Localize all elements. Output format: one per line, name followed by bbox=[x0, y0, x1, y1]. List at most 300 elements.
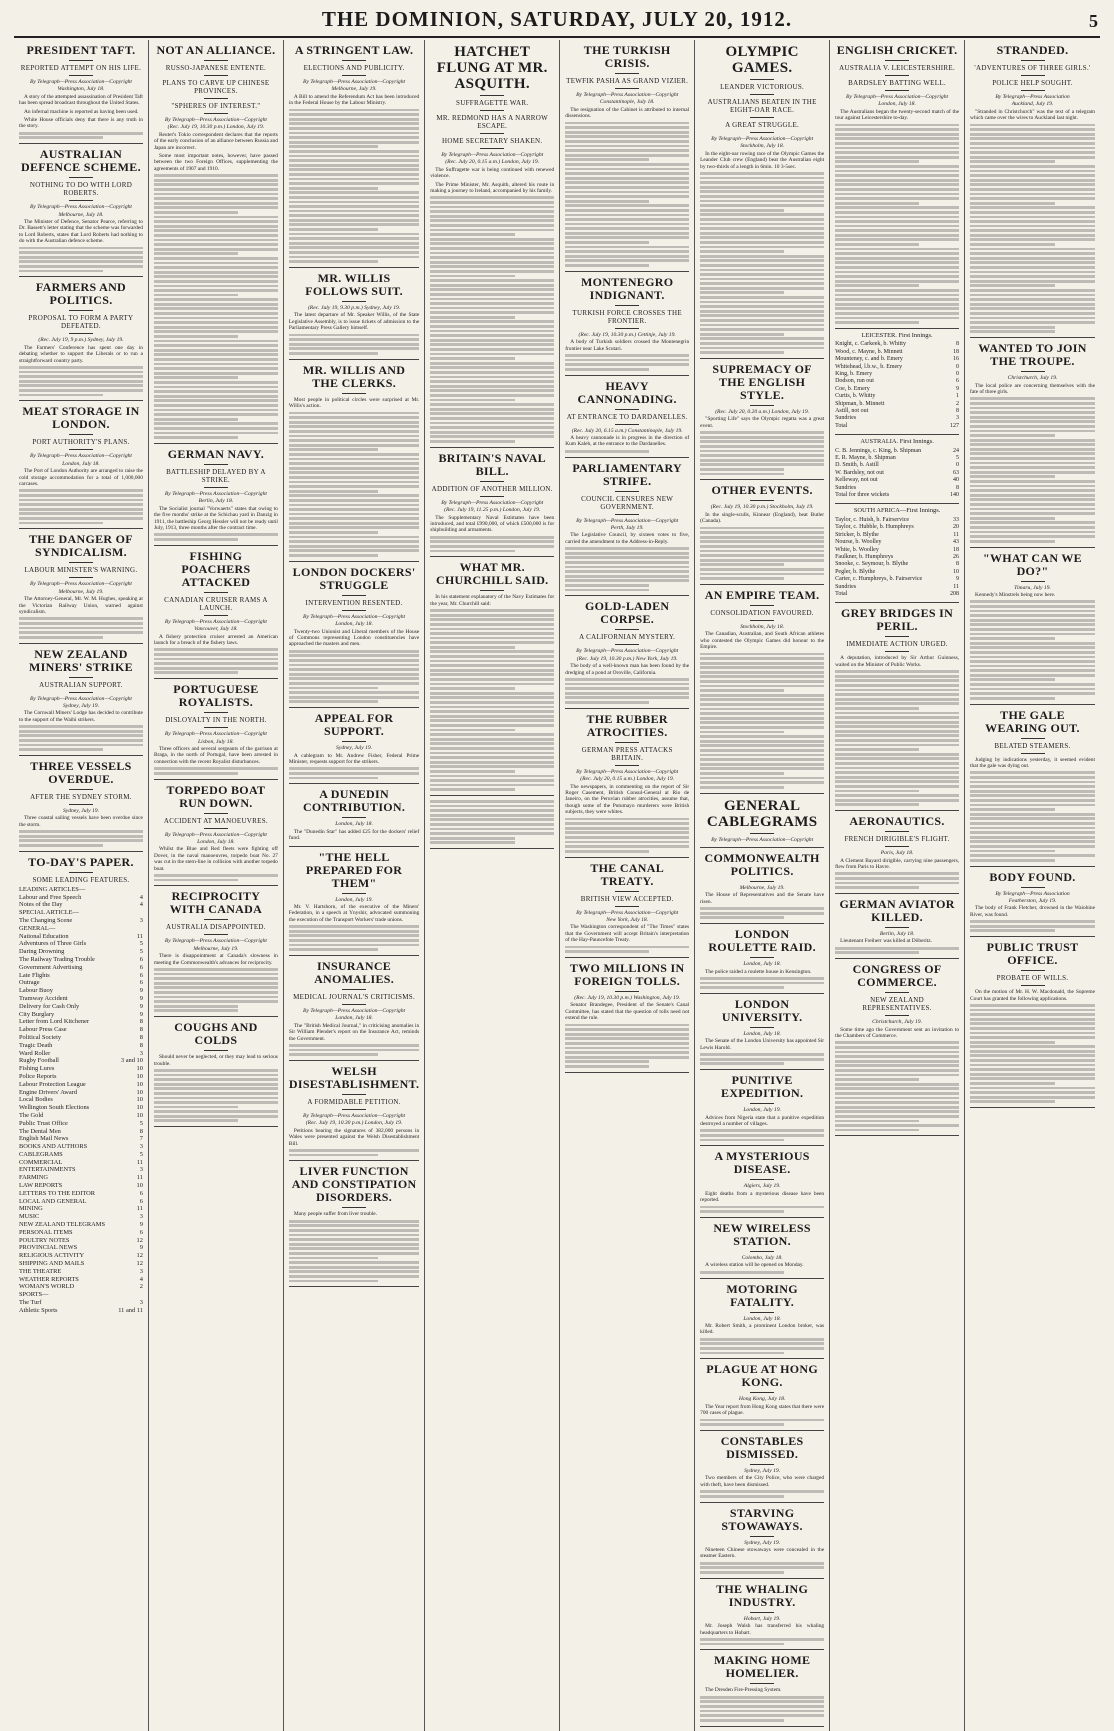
text-line bbox=[700, 273, 824, 276]
article bbox=[565, 713, 689, 858]
article-body bbox=[565, 924, 689, 943]
article-credit: By Telegraph—Press Association—Copyright bbox=[164, 831, 267, 838]
batsman-runs: 9 bbox=[956, 385, 960, 392]
article-text-block bbox=[565, 547, 689, 591]
article-rule bbox=[835, 434, 959, 435]
article bbox=[565, 600, 689, 708]
text-line bbox=[430, 715, 554, 718]
text-line bbox=[430, 646, 514, 649]
article-headline: THE DANGER OF SYNDICALISM. bbox=[29, 532, 133, 560]
text-line bbox=[835, 877, 959, 880]
index-item-label: Labour Protection League bbox=[19, 1080, 86, 1088]
text-line bbox=[970, 503, 1095, 506]
scorecard-row bbox=[835, 584, 959, 591]
batsman-name: Shipman, b. Minnett bbox=[835, 400, 885, 407]
headline-dash bbox=[750, 1312, 774, 1313]
article-text-block bbox=[565, 678, 689, 704]
text-line bbox=[565, 246, 689, 249]
text-line bbox=[289, 256, 419, 259]
article-dateline: Melbourne, July 19. bbox=[193, 945, 239, 952]
article-body bbox=[430, 167, 554, 195]
article bbox=[700, 484, 824, 585]
text-line bbox=[154, 220, 278, 223]
article bbox=[19, 648, 143, 756]
article-rule bbox=[700, 793, 824, 794]
scorecard-row bbox=[835, 554, 959, 561]
article-headline: GERMAN NAVY. bbox=[167, 446, 265, 461]
index-item-page: 8 bbox=[139, 1026, 143, 1034]
index-item-label: CABLEGRAMS bbox=[19, 1150, 63, 1158]
text-line bbox=[19, 730, 143, 733]
article-body bbox=[700, 1262, 824, 1268]
article-body bbox=[289, 1023, 419, 1042]
text-line bbox=[835, 193, 959, 196]
text-line bbox=[565, 831, 689, 834]
article-rule bbox=[154, 443, 278, 444]
article-paragraph: In the single-sculls, Kinnear (England), beat Butler (Canada). bbox=[700, 511, 825, 525]
article-subhead: BATTLESHIP DELAYED BY A STRIKE. bbox=[166, 467, 266, 484]
text-line bbox=[154, 349, 278, 352]
article-headline: TWO MILLIONS IN FOREIGN TOLLS. bbox=[569, 961, 685, 989]
headline-dash bbox=[750, 1683, 774, 1684]
article-paragraph: Eight deaths from a mysterious disease have been reported. bbox=[700, 1190, 825, 1204]
index-item bbox=[19, 1205, 143, 1213]
text-line bbox=[970, 859, 1055, 862]
article-paragraph: A wireless station will be opened on Monday. bbox=[705, 1262, 804, 1269]
text-line bbox=[700, 731, 784, 734]
article-credit: By Telegraph—Press Association—Copyright bbox=[303, 1008, 406, 1014]
index-item-page: 3 bbox=[139, 916, 143, 924]
article-text-block bbox=[700, 977, 824, 989]
index-item-label: The Turf bbox=[19, 1299, 42, 1307]
text-line bbox=[430, 545, 554, 548]
article-dateline: (Rec. July 19, 9 p.m.) Sydney, July 19. bbox=[38, 337, 124, 344]
article-subhead: BRITISH VIEW ACCEPTED. bbox=[580, 894, 674, 903]
text-line bbox=[970, 434, 1055, 437]
text-line bbox=[970, 197, 1095, 200]
text-line bbox=[430, 678, 554, 681]
text-line bbox=[835, 156, 959, 159]
text-line bbox=[289, 1234, 419, 1237]
index-item-page: 9 bbox=[139, 1002, 143, 1010]
text-line bbox=[970, 485, 1095, 488]
article bbox=[565, 862, 689, 958]
article-subhead: GERMAN PRESS ATTACKS BRITAIN. bbox=[581, 745, 673, 762]
text-line bbox=[289, 338, 419, 341]
text-line bbox=[565, 552, 689, 555]
headline-dash bbox=[750, 500, 774, 501]
text-line bbox=[700, 255, 824, 258]
index-item-label: SHIPPING AND MAILS bbox=[19, 1260, 85, 1268]
headline-dash bbox=[69, 60, 93, 61]
headline-dash bbox=[342, 989, 366, 990]
article-headline: GREY BRIDGES IN PERIL. bbox=[841, 606, 954, 634]
index-item-label: Delivery for Cash Only bbox=[19, 1002, 80, 1010]
text-line bbox=[289, 772, 419, 775]
text-line bbox=[19, 136, 103, 139]
text-line bbox=[289, 187, 378, 190]
headline-dash bbox=[342, 393, 366, 394]
text-line bbox=[565, 359, 689, 362]
article-body bbox=[154, 634, 278, 647]
text-line bbox=[289, 1044, 419, 1047]
article-text-block bbox=[430, 800, 554, 844]
text-line bbox=[430, 692, 554, 695]
text-line bbox=[289, 210, 419, 213]
text-line bbox=[19, 256, 143, 259]
article-paragraph: Three officers and several sergeants of the garrison at Braga, in the north of Portugal, have been arrested in connection with the recent Royalist disturbances. bbox=[153, 745, 278, 765]
text-line bbox=[430, 353, 554, 356]
text-line bbox=[970, 817, 1095, 820]
text-line bbox=[430, 738, 554, 741]
text-line bbox=[835, 1110, 959, 1113]
article-dateline: Berlin, July 18. bbox=[879, 930, 915, 937]
article-body bbox=[19, 710, 143, 723]
index-item bbox=[19, 1042, 143, 1050]
text-line bbox=[565, 177, 689, 180]
article-rule bbox=[289, 846, 419, 847]
text-line bbox=[700, 912, 824, 915]
text-line bbox=[430, 655, 554, 658]
index-item-page: 10 bbox=[136, 1111, 143, 1119]
text-line bbox=[430, 210, 554, 213]
text-line bbox=[430, 380, 554, 383]
text-line bbox=[430, 426, 554, 429]
index-item-label: LETTERS TO THE EDITOR bbox=[19, 1189, 96, 1197]
text-line bbox=[289, 939, 419, 942]
scorecard-row bbox=[835, 455, 959, 462]
text-line bbox=[565, 692, 689, 695]
text-line bbox=[289, 168, 419, 171]
text-line bbox=[970, 1077, 1095, 1080]
text-line bbox=[970, 1082, 1055, 1085]
text-line bbox=[700, 749, 824, 752]
text-line bbox=[970, 147, 1095, 150]
article-headline: NEW WIRELESS STATION. bbox=[713, 1220, 811, 1248]
text-line bbox=[700, 337, 824, 340]
headline-dash bbox=[750, 1464, 774, 1465]
text-line bbox=[970, 1073, 1095, 1076]
text-line bbox=[700, 328, 824, 331]
text-line bbox=[19, 835, 143, 838]
text-line bbox=[154, 390, 278, 393]
text-line bbox=[430, 733, 554, 736]
index-item bbox=[19, 1283, 143, 1291]
text-line bbox=[835, 1060, 959, 1063]
text-line bbox=[154, 197, 278, 200]
article-paragraph: The police raided a roulette house in Kensington. bbox=[705, 968, 812, 975]
text-line bbox=[154, 340, 278, 343]
text-line bbox=[835, 689, 959, 692]
text-line bbox=[430, 252, 554, 255]
index-item-label: English Mail News bbox=[19, 1135, 69, 1143]
article-dateline: (Rec. July 19, 10.30 p.m.) Stockholm, July 19. bbox=[710, 504, 814, 511]
text-line bbox=[19, 744, 143, 747]
text-line bbox=[430, 357, 514, 360]
article-headline: OTHER EVENTS. bbox=[711, 483, 813, 498]
article-rule bbox=[700, 1145, 824, 1146]
article-dateline: (Rec. July 19, 10.30 p.m.) Washington, July 19. bbox=[574, 995, 681, 1002]
text-line bbox=[565, 687, 689, 690]
text-line bbox=[154, 1087, 278, 1090]
index-item-label: WOMAN'S WORLD bbox=[19, 1283, 75, 1291]
index-item bbox=[19, 1112, 143, 1120]
text-line bbox=[970, 1018, 1095, 1021]
article-headline: NEW ZEALAND MINERS' STRIKE bbox=[29, 646, 133, 674]
text-line bbox=[154, 285, 278, 288]
article-headline: AN EMPIRE TEAM. bbox=[704, 587, 820, 602]
text-line bbox=[835, 275, 959, 278]
article-text-block bbox=[700, 1419, 824, 1426]
article-dateline: (Rec. July 19, 9.30 p.m.) Sydney, July 19. bbox=[307, 305, 401, 312]
article bbox=[19, 148, 143, 277]
headline-dash bbox=[1021, 970, 1045, 971]
article-rule bbox=[700, 993, 824, 994]
article-rule bbox=[565, 957, 689, 958]
text-line bbox=[835, 725, 959, 728]
text-line bbox=[700, 190, 824, 193]
article-credit: By Telegraph—Press Association—Copyright bbox=[303, 613, 406, 620]
index-item bbox=[19, 1151, 143, 1159]
article-dateline: Christchurch, July 19. bbox=[1007, 375, 1058, 382]
text-line bbox=[154, 667, 278, 670]
article-rule bbox=[700, 358, 824, 359]
text-line bbox=[700, 531, 824, 534]
article-headline: LIVER FUNCTION AND CONSTIPATION DISORDERS. bbox=[291, 1164, 417, 1205]
article-text-block bbox=[154, 174, 278, 439]
text-line bbox=[700, 1700, 824, 1703]
article-subhead: BARDSLEY BATTING WELL. bbox=[848, 79, 946, 87]
text-line bbox=[565, 140, 689, 143]
batsman-runs: 40 bbox=[953, 477, 960, 484]
text-line bbox=[700, 698, 824, 701]
text-line bbox=[700, 717, 824, 720]
index-item-page: 8 bbox=[139, 1018, 143, 1026]
headline-dash bbox=[885, 60, 909, 61]
text-line bbox=[289, 1238, 419, 1241]
text-line bbox=[430, 320, 554, 323]
text-line bbox=[289, 531, 378, 534]
article-dateline: Stockholm, July 18. bbox=[740, 143, 785, 150]
text-line bbox=[289, 242, 419, 245]
batsman-name: Pegler, b. Blythe bbox=[835, 568, 876, 575]
headline-dash bbox=[342, 817, 366, 818]
text-line bbox=[565, 570, 689, 573]
headline-dash bbox=[615, 629, 639, 630]
text-line bbox=[289, 471, 419, 474]
batsman-runs: 43 bbox=[953, 539, 960, 546]
article bbox=[289, 1065, 419, 1161]
text-line bbox=[289, 233, 419, 236]
subhead-dash bbox=[1021, 75, 1045, 76]
text-line bbox=[430, 788, 514, 791]
batsman-runs: 140 bbox=[950, 492, 960, 499]
article-rule bbox=[970, 866, 1095, 867]
text-line bbox=[970, 794, 1095, 797]
text-line bbox=[835, 147, 959, 150]
text-line bbox=[700, 1710, 824, 1713]
headline-dash bbox=[69, 310, 93, 311]
text-line bbox=[565, 223, 689, 226]
text-line bbox=[154, 1119, 238, 1122]
text-line bbox=[970, 920, 1095, 923]
text-line bbox=[430, 747, 554, 750]
article-subhead: INTERVENTION RESENTED. bbox=[305, 598, 403, 607]
text-line bbox=[970, 854, 1095, 857]
article-headline: A STRINGENT LAW. bbox=[294, 43, 414, 57]
index-item-label: Tragic Death bbox=[19, 1041, 53, 1049]
text-line bbox=[700, 1566, 824, 1569]
batsman-runs: 16 bbox=[953, 356, 960, 363]
scorecard-row bbox=[835, 408, 959, 415]
text-line bbox=[835, 730, 959, 733]
text-line bbox=[970, 457, 1095, 460]
article bbox=[700, 1435, 824, 1503]
text-line bbox=[700, 907, 824, 910]
text-line bbox=[289, 696, 419, 699]
text-line bbox=[289, 517, 419, 520]
headline-dash bbox=[342, 1094, 366, 1095]
text-line bbox=[154, 298, 278, 301]
index-item-label: PROVINCIAL NEWS bbox=[19, 1244, 78, 1252]
article-paragraph: Nineteen Chinese stowaways were concealed in the steamer Eastern. bbox=[700, 1546, 825, 1560]
headline-dash bbox=[750, 605, 774, 606]
text-line bbox=[289, 508, 419, 511]
article-paragraph: Some time ago the Government sent an invitation to the Chambers of Commerce. bbox=[835, 1026, 960, 1039]
article-body bbox=[700, 512, 824, 525]
text-line bbox=[970, 646, 1095, 649]
column-4 bbox=[425, 40, 560, 1731]
text-line bbox=[700, 754, 824, 757]
article bbox=[289, 44, 419, 268]
headline-dash bbox=[204, 919, 228, 920]
text-line bbox=[154, 202, 278, 205]
index-item-label: RELIGIOUS ACTIVITY bbox=[19, 1252, 85, 1260]
article-text-block bbox=[430, 196, 554, 442]
article-paragraph: Senator Brandegee, President of the Senate's Canal Committee, has stated that the question of tolls need not extend the rule. bbox=[565, 1002, 690, 1022]
text-line bbox=[19, 380, 143, 383]
article-body bbox=[289, 1128, 419, 1147]
index-item-page: 10 bbox=[136, 1088, 143, 1096]
article-subhead: AUSTRALIANS BEATEN IN THE EIGHT-OAR RACE. bbox=[707, 98, 817, 114]
text-line bbox=[970, 160, 1055, 163]
headline-dash bbox=[615, 491, 639, 492]
article-body bbox=[565, 339, 689, 352]
text-line bbox=[970, 443, 1095, 446]
subhead-dash bbox=[69, 333, 93, 334]
text-line bbox=[565, 1037, 689, 1040]
index-item-label: GENERAL— bbox=[19, 924, 56, 932]
article-headline: A DUNEDIN CONTRIBUTION. bbox=[302, 787, 406, 815]
article-paragraph: Whilst the Blue and Red fleets were fighting off Dover, in the naval manoeuvres, torpedo boat No. 27 was cut in the stern-line in collision with another torpedo boat. bbox=[153, 846, 278, 872]
headline-dash bbox=[480, 95, 504, 96]
article-rule bbox=[970, 337, 1095, 338]
article-dateline: New York, July 18. bbox=[606, 917, 649, 923]
article-rule bbox=[154, 678, 278, 679]
text-line bbox=[700, 431, 824, 434]
text-line bbox=[565, 241, 649, 244]
article-dateline: Vancouver, July 18. bbox=[194, 626, 238, 633]
article-body bbox=[700, 1475, 824, 1488]
text-line bbox=[565, 950, 649, 953]
article-subhead: DISLOYALTY IN THE NORTH. bbox=[165, 716, 267, 725]
article-paragraph: The Attorney-General, Mr. W. M. Hughes, speaking at the Victorian Railway Union, warned against syndicalism. bbox=[19, 596, 143, 616]
text-line bbox=[154, 1106, 238, 1109]
text-line bbox=[970, 452, 1095, 455]
batsman-name: Dodson, run out bbox=[835, 378, 874, 385]
text-line bbox=[835, 252, 959, 255]
article-dateline: London, July 18. bbox=[743, 1030, 781, 1037]
text-line bbox=[430, 770, 514, 773]
batsman-name: Coe, b. Emery bbox=[835, 385, 870, 392]
article-rule bbox=[700, 1278, 824, 1279]
text-line bbox=[289, 343, 419, 346]
batsman-name: King, b. Emery bbox=[835, 370, 873, 377]
text-line bbox=[19, 489, 143, 492]
text-line bbox=[289, 458, 419, 461]
index-item-label: SPECIAL ARTICLE— bbox=[19, 909, 79, 917]
columns bbox=[14, 40, 1100, 1694]
index-item-page: 6 bbox=[139, 955, 143, 963]
article-headline: OLYMPIC GAMES. bbox=[725, 44, 799, 76]
text-line bbox=[970, 307, 1095, 310]
text-line bbox=[430, 761, 554, 764]
article-headline: HATCHET FLUNG AT MR. ASQUITH. bbox=[436, 44, 548, 92]
text-line bbox=[970, 193, 1095, 196]
text-line bbox=[835, 294, 959, 297]
index-item-label: Late Flights bbox=[19, 971, 50, 979]
text-line bbox=[700, 181, 824, 184]
text-line bbox=[970, 220, 1095, 223]
text-line bbox=[970, 206, 1095, 209]
subhead-dash bbox=[69, 804, 93, 805]
batsman-runs: 2 bbox=[956, 400, 960, 407]
index-item-page: 11 bbox=[136, 932, 143, 940]
article-text-block bbox=[430, 609, 554, 791]
text-line bbox=[565, 195, 689, 198]
article-body bbox=[154, 746, 278, 765]
headline-dash bbox=[204, 464, 228, 465]
index-item-page: 10 bbox=[136, 1096, 143, 1104]
article-rule bbox=[700, 1069, 824, 1070]
text-line bbox=[289, 925, 419, 928]
text-line bbox=[970, 610, 1095, 613]
text-line bbox=[700, 657, 824, 660]
text-line bbox=[835, 1083, 959, 1086]
text-line bbox=[970, 660, 1095, 663]
article-dateline: Melbourne, July 18. bbox=[58, 211, 104, 218]
text-line bbox=[835, 721, 959, 724]
headline-dash bbox=[750, 1179, 774, 1180]
text-line bbox=[430, 618, 554, 621]
article-rule bbox=[835, 602, 959, 603]
text-line bbox=[430, 623, 554, 626]
text-line bbox=[970, 508, 1095, 511]
article-text-block bbox=[835, 670, 959, 806]
article-subhead: TURKISH FORCE CROSSES THE FRONTIER. bbox=[572, 308, 682, 325]
text-line bbox=[289, 219, 419, 222]
scorecard-row bbox=[835, 547, 959, 554]
subhead-dash bbox=[480, 496, 504, 497]
article-subhead: MEDICAL JOURNAL'S CRITICISMS. bbox=[293, 993, 416, 1001]
subhead-dash bbox=[69, 577, 93, 578]
index-item-label: Fishing Lures bbox=[19, 1065, 55, 1073]
text-line bbox=[430, 403, 554, 406]
text-line bbox=[430, 196, 554, 199]
text-line bbox=[835, 679, 959, 682]
article-body bbox=[19, 219, 143, 245]
article bbox=[700, 1283, 824, 1360]
